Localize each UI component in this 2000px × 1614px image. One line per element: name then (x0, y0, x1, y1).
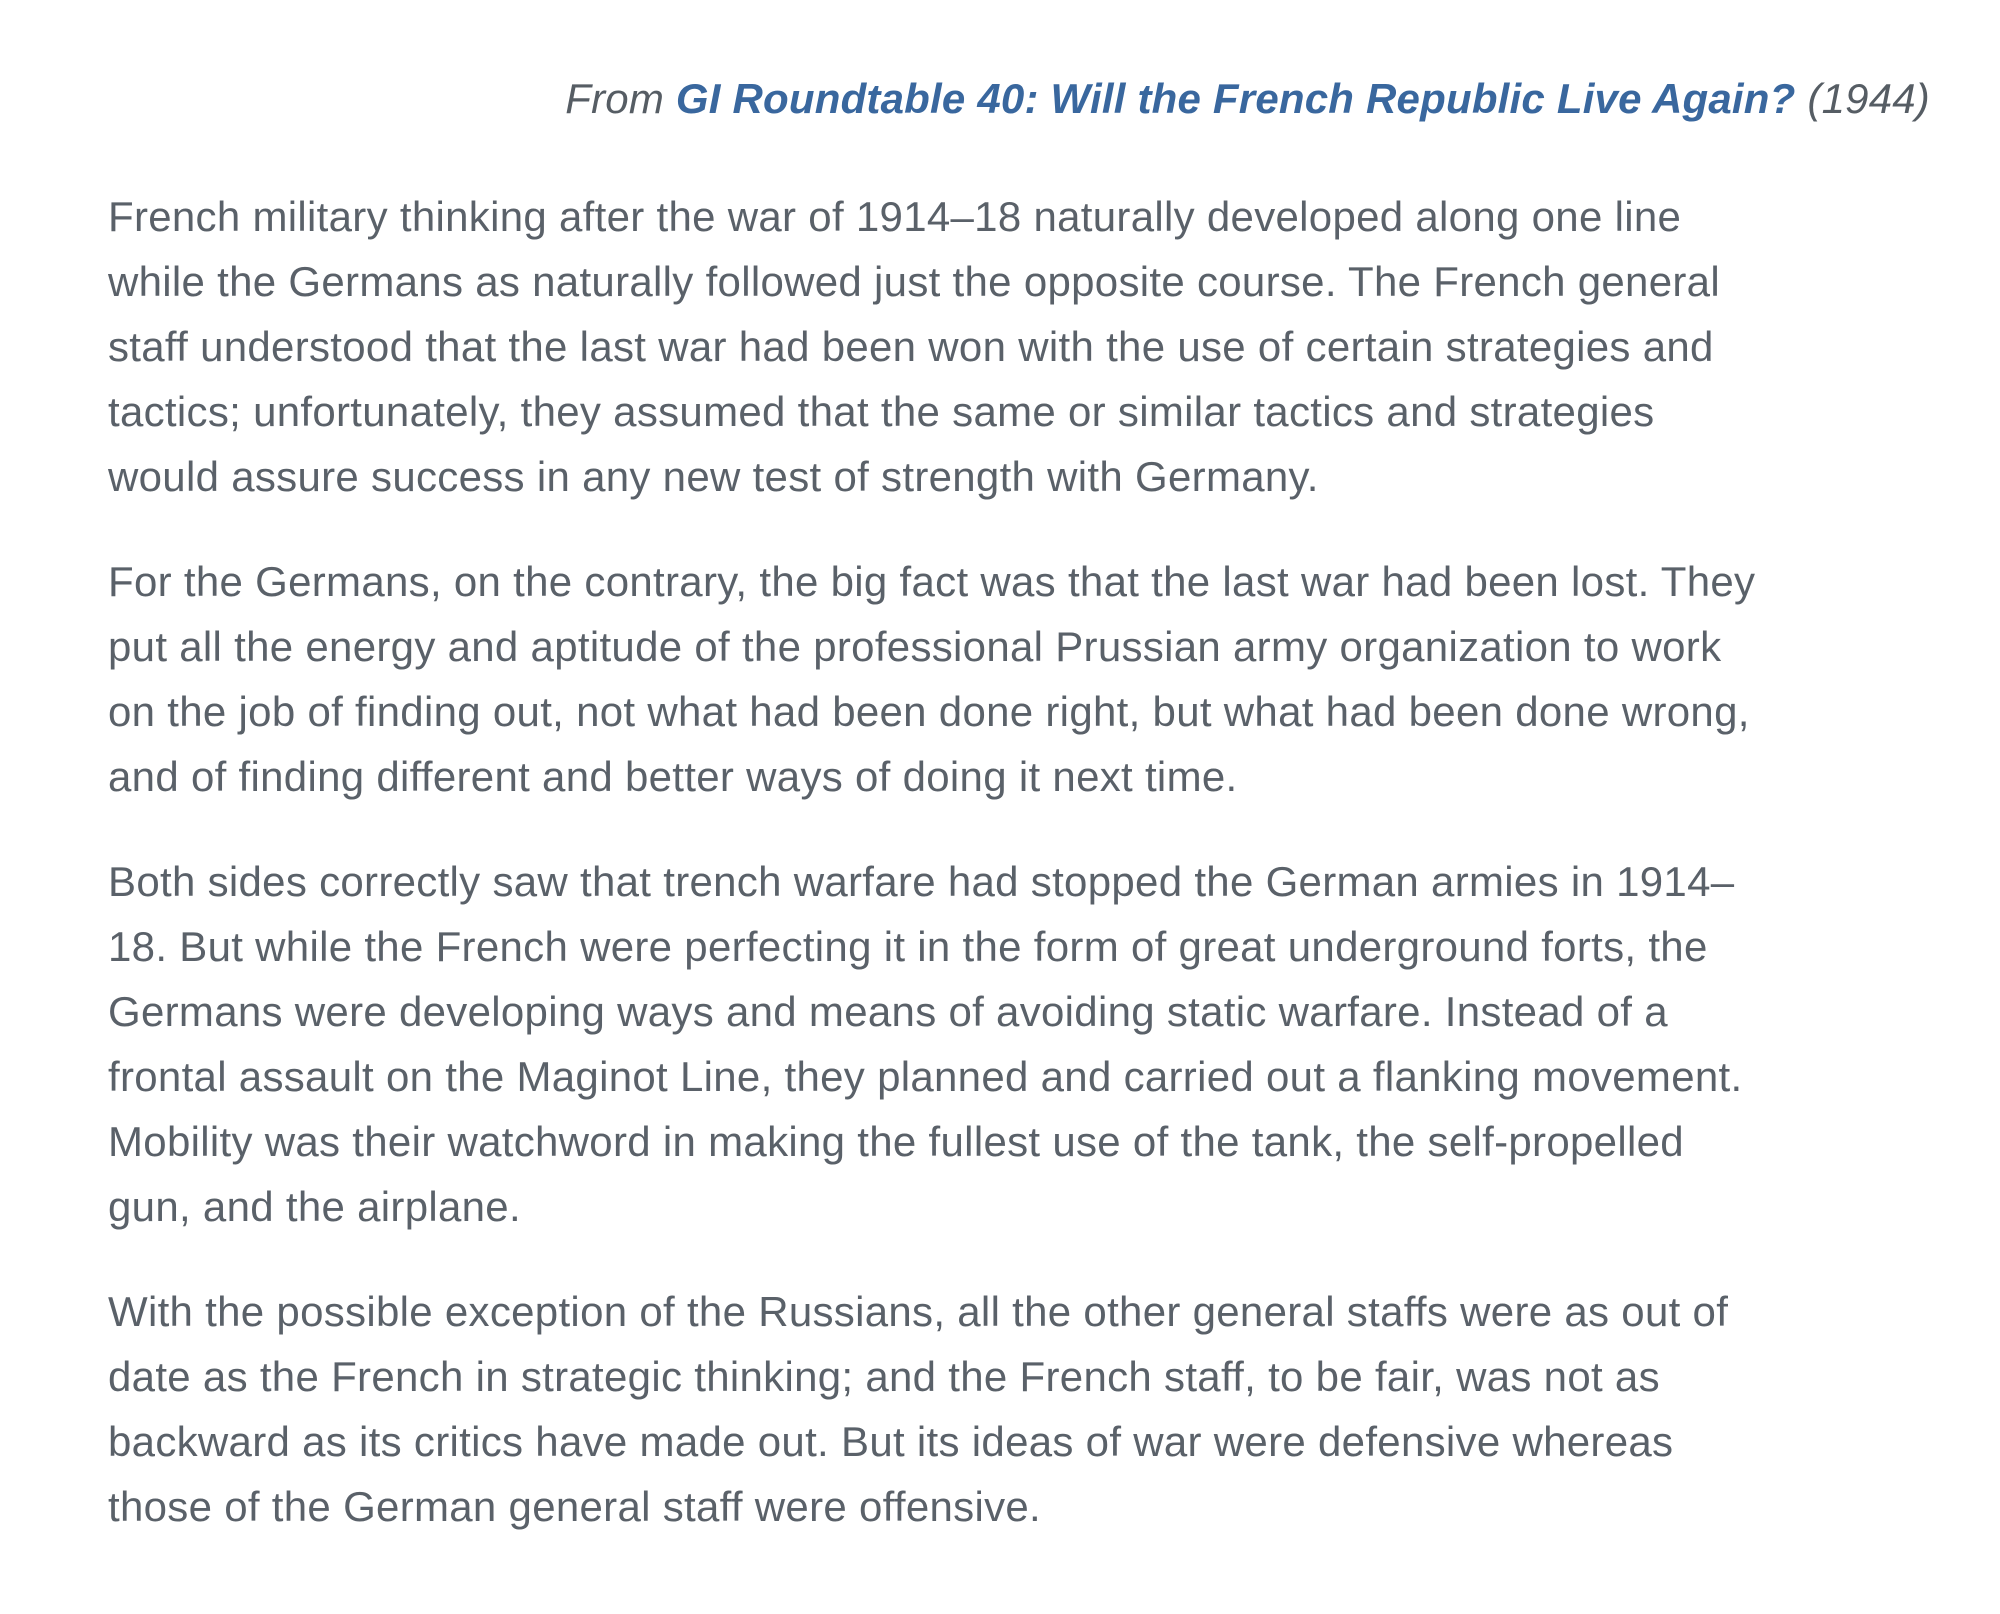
text-line: frontal assault on the Maginot Line, they planned and carried out a flanking movement. (108, 1053, 1743, 1100)
paragraph (108, 184, 1930, 509)
attribution-line (108, 72, 1930, 126)
text-line: tactics; unfortunately, they assumed that the same or similar tactics and strategies (108, 388, 1655, 435)
text-line: and of finding different and better ways of doing it next time. (108, 753, 1238, 800)
text-line: staff understood that the last war had been won with the use of certain strategies and (108, 323, 1714, 370)
paragraph (108, 849, 1930, 1239)
paragraph (108, 549, 1930, 809)
text-line: Germans were developing ways and means of avoiding static warfare. Instead of a (108, 988, 1668, 1035)
document-body (108, 184, 1930, 1539)
document-title: GI Roundtable 40: Will the French Republic Live Again? (675, 75, 1796, 122)
text-line: while the Germans as naturally followed just the opposite course. The French general (108, 258, 1720, 305)
text-line: date as the French in strategic thinking; and the French staff, to be fair, was not as (108, 1353, 1660, 1400)
text-line: Both sides correctly saw that trench warfare had stopped the German armies in 1914– (108, 858, 1735, 905)
text-line: gun, and the airplane. (108, 1183, 521, 1230)
text-line: Mobility was their watchword in making the fullest use of the tank, the self-propelled (108, 1118, 1684, 1165)
text-line: would assure success in any new test of strength with Germany. (108, 453, 1319, 500)
document-content (108, 72, 1930, 1579)
text-line: put all the energy and aptitude of the professional Prussian army organization to work (108, 623, 1722, 670)
text-line: French military thinking after the war of 1914–18 naturally developed along one line (108, 193, 1682, 240)
text-line: 18. But while the French were perfecting it in the form of great underground forts, the (108, 923, 1708, 970)
text-line: With the possible exception of the Russians, all the other general staffs were as out of (108, 1288, 1729, 1335)
paragraph (108, 1279, 1930, 1539)
text-line: those of the German general staff were offensive. (108, 1483, 1042, 1530)
text-line: backward as its critics have made out. But its ideas of war were defensive whereas (108, 1418, 1674, 1465)
text-line: on the job of finding out, not what had been done right, but what had been done wrong, (108, 688, 1750, 735)
text-line: For the Germans, on the contrary, the big fact was that the last war had been lost. They (108, 558, 1756, 605)
attribution-prefix: From (565, 75, 676, 122)
attribution-year: (1944) (1795, 75, 1930, 122)
